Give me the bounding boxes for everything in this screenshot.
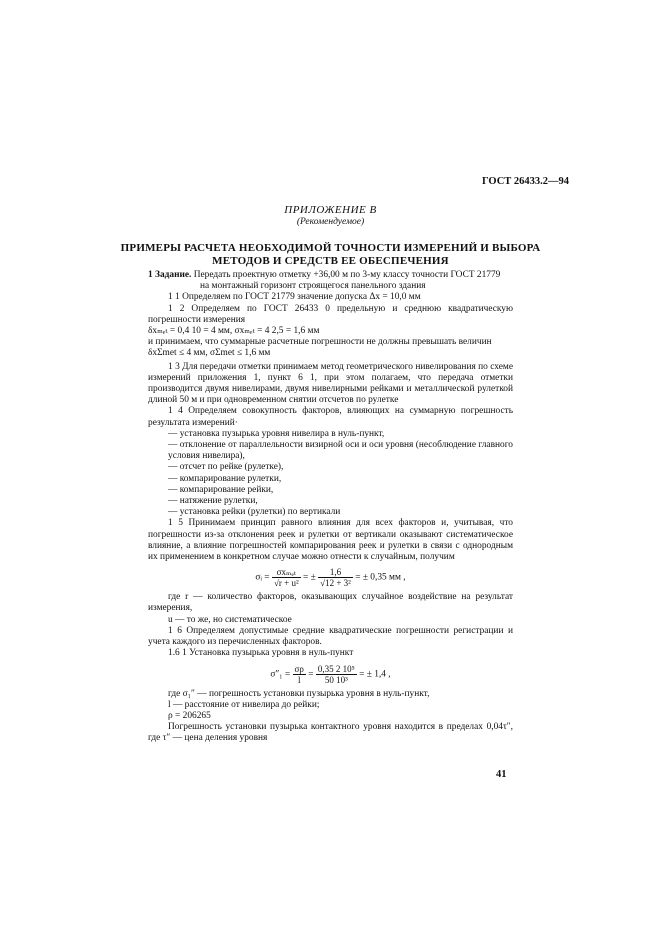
formula-fraction xyxy=(318,567,353,588)
task-continuation: на монтажный горизонт строящегося панельного здания xyxy=(200,281,426,292)
appendix-title: ПРИЛОЖЕНИЕ В xyxy=(284,204,377,216)
formula-sigma-i-right: = ± 0,35 мм , xyxy=(355,572,406,583)
fraction-denominator: √r + u² xyxy=(273,578,299,589)
formula-sigma-i xyxy=(148,567,513,588)
fraction-denominator: l xyxy=(297,674,301,685)
formula-fraction xyxy=(316,664,357,685)
fraction-denominator: 50 10³ xyxy=(324,674,348,685)
formula-fraction xyxy=(293,664,306,685)
factor-item: — установка пузырька уровня нивелира в нуль-пункт, xyxy=(168,428,385,439)
document-body xyxy=(148,270,513,745)
where-sigma: где σ₁″ — погрешность установки пузырька уровня в нуль-пункт, xyxy=(168,688,430,699)
formula-tolerance: δxₘₑₜ = 0,4 10 = 4 мм, σxₘₑₜ = 4 2,5 = 1,6 мм xyxy=(148,326,320,337)
paragraph-1-4: 1 4 Определяем совокупность факторов, влияющих на суммарную погрешность результата измерений· xyxy=(148,406,513,428)
factor-item: — отсчет по рейке (рулетке), xyxy=(168,462,284,473)
paragraph-last: Погрешность установки пузырька контактного уровня находится в пределах 0,04τ″, где τ″ — цена деления уровня xyxy=(148,722,513,744)
fraction-numerator: 0,35 2 10⁵ xyxy=(317,663,355,674)
standard-number: ГОСТ 26433.2—94 xyxy=(482,176,570,187)
factor-item: — установка рейки (рулетки) по вертикали xyxy=(168,507,341,518)
where-l: l — расстояние от нивелира до рейки; xyxy=(168,699,320,710)
factor-item: — натяжение рулетки, xyxy=(168,496,258,507)
fraction-denominator: √12 + 3² xyxy=(320,578,351,589)
formula-sigma-1-right: = ± 1,4 , xyxy=(359,669,391,680)
fraction-numerator: 1,6 xyxy=(318,567,353,578)
fraction-numerator: σxₘₑₜ xyxy=(272,567,301,578)
page-number: 41 xyxy=(496,769,507,780)
formula-sigma-i-left: σᵢ = xyxy=(255,572,270,583)
factor-item: — компарирование рейки, xyxy=(168,484,274,495)
definition-r: где r — количество факторов, оказывающих случайное воздействие на результат измерения, xyxy=(148,592,513,614)
paragraph-1-3: 1 3 Для передачи отметки принимаем метод геометрического нивелирования по схеме измерений приложения 1, пункт 6 1, при этом полагаем, что передача отметки производится двумя нивелирами, двумя нивелирными рейками и металлической рулеткой длиной 50 м и при одновременном снятии отсчетов по рулетке xyxy=(148,361,513,406)
task-text: Передать проектную отметку +36,00 м по 3-му классу точности ГОСТ 21779 xyxy=(193,270,501,280)
formula-sigma-1-mid: = xyxy=(308,669,314,680)
formula-sigma-1 xyxy=(148,664,513,685)
definition-u: u — то же, но систематическое xyxy=(168,614,292,625)
factor-item: — отклонение от параллельности визирной оси и оси уровня (несоблюдение главного условия нивелира), xyxy=(168,440,513,462)
paragraph-1-5: 1 5 Принимаем принцип равного влияния для всех факторов и, учитывая, что погрешности из-за отклонения реек и рулетки от вертикали оказывают систематическое влияние, а влияние погрешностей компарирования реек и рулетки в связи с однородным их применением в конкретном случае можно отнести к случайным, получим xyxy=(148,518,513,563)
paragraph-1-6-1: 1.6 1 Установка пузырька уровня в нуль-пункт xyxy=(168,648,354,659)
factor-item: — компарирование рулетки, xyxy=(168,473,282,484)
appendix-note: (Рекомендуемое) xyxy=(296,217,365,227)
where-rho: ρ = 206265 xyxy=(168,710,211,721)
paragraph-1-1: 1 1 Определяем по ГОСТ 21779 значение допуска Δx = 10,0 мм xyxy=(168,292,421,303)
formula-sigma-i-mid: = ± xyxy=(303,572,316,583)
section-title-line2: МЕТОДОВ И СРЕДСТВ ЕЕ ОБЕСПЕЧЕНИЯ xyxy=(212,255,449,267)
formula-sigma-1-left: σ″₁ = xyxy=(270,669,291,680)
paragraph-1-2: 1 2 Определяем по ГОСТ 26433 0 предельную и среднюю квадратическую погрешности измерения xyxy=(148,303,513,325)
task-paragraph xyxy=(148,270,513,281)
paragraph-1-2-cont: и принимаем, что суммарные расчетные погрешности не должны превышать величин xyxy=(148,337,492,348)
fraction-numerator: σρ xyxy=(294,663,304,674)
section-title-line1: ПРИМЕРЫ РАСЧЕТА НЕОБХОДИМОЙ ТОЧНОСТИ ИЗМЕРЕНИЙ И ВЫБОРА xyxy=(120,242,541,254)
formula-fraction xyxy=(272,567,301,588)
paragraph-1-6: 1 6 Определяем допустимые средние квадратические погрешности регистрации и учета каждого из перечисленных факторов. xyxy=(148,625,513,648)
task-label: 1 Задание. xyxy=(148,270,192,280)
formula-limits: δxΣmet ≤ 4 мм, σΣmet ≤ 1,6 мм xyxy=(148,348,271,359)
